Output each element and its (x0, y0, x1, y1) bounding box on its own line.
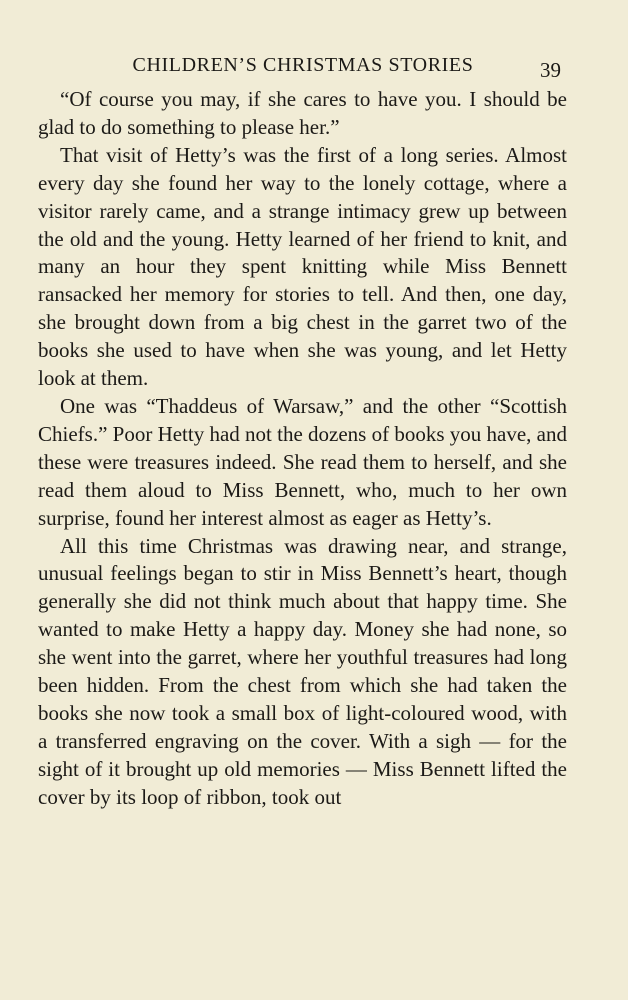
paragraph-dialogue: “Of course you may, if she cares to have you. I should be glad to do something to please her.” (38, 87, 567, 139)
body-text (38, 86, 567, 812)
running-title: CHILDREN’S CHRISTMAS STORIES (132, 54, 474, 76)
paragraph-visit: That visit of Hetty’s was the first of a long series. Almost every day she found her way to the lonely cottage, where a visitor rarely came, and a strange intimacy grew up between the old and the young. Hetty learned of her friend to knit, and many an hour they spent knitting while Miss Bennett ransacked her memory for stories to tell. And then, one day, she brought down from a big chest in the garret two of the books she used to have when she was young, and let Hetty look at them. (38, 142, 567, 391)
paragraph-christmas: All this time Christmas was drawing near, and strange, unusual feelings began to stir in Miss Bennett’s heart, though generally she did not think much about that happy time. She wanted to make Hetty a happy day. Money she had none, so she went into the garret, where her youthful treasures had long been hidden. From the chest from which she had taken the books she now took a small box of light-coloured wood, with a transferred engraving on the cover. With a sigh — for the sight of it brought up old memories — Miss Bennett lifted the cover by its loop of ribbon, took out (38, 533, 567, 809)
paragraph-books: One was “Thaddeus of Warsaw,” and the other “Scottish Chiefs.” Poor Hetty had not the dozens of books you have, and these were treasures indeed. She read them to herself, and she read them aloud to Miss Bennett, who, much to her own surprise, found her interest almost as eager as Hetty’s. (38, 393, 567, 530)
page-number: 39 (540, 58, 561, 82)
